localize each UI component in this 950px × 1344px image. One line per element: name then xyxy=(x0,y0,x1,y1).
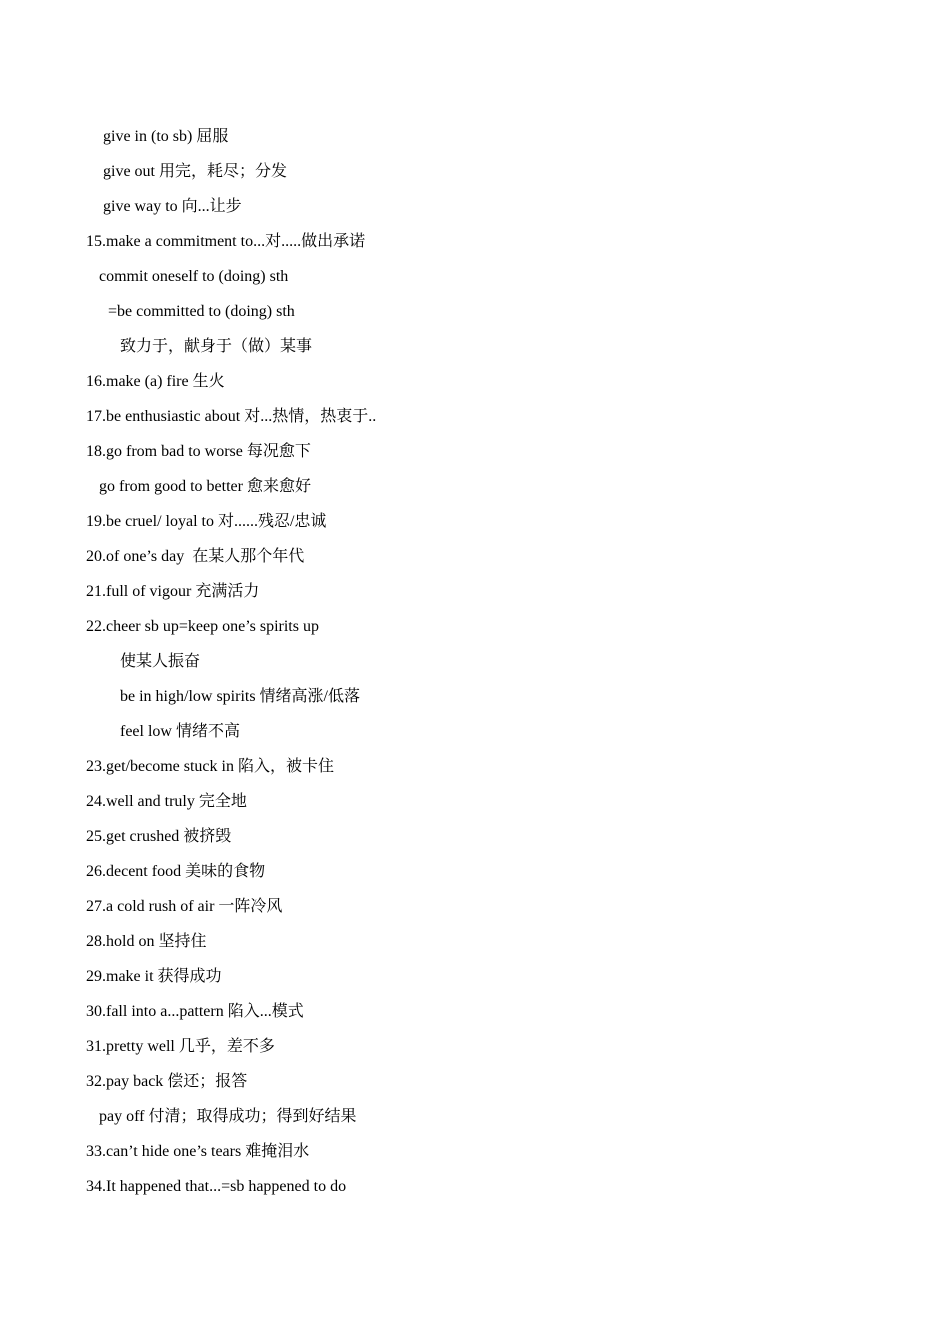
phrase-line: 27.a cold rush of air 一阵冷风 xyxy=(86,898,283,915)
phrase-line: 20.of one’s day 在某人那个年代 xyxy=(86,548,305,565)
phrase-line: =be committed to (doing) sth xyxy=(108,303,295,320)
phrase-line: 18.go from bad to worse 每况愈下 xyxy=(86,443,311,460)
phrase-line: 15.make a commitment to...对.....做出承诺 xyxy=(86,233,366,250)
phrase-line: be in high/low spirits 情绪高涨/低落 xyxy=(120,688,361,705)
phrase-line: 19.be cruel/ loyal to 对......残忍/忠诚 xyxy=(86,513,327,530)
phrase-line: 29.make it 获得成功 xyxy=(86,968,222,985)
phrase-line: 28.hold on 坚持住 xyxy=(86,933,207,950)
phrase-line: 17.be enthusiastic about 对...热情，热衷于.. xyxy=(86,408,377,425)
phrase-line: 使某人振奋 xyxy=(120,653,201,670)
phrase-line: 22.cheer sb up=keep one’s spirits up xyxy=(86,618,319,635)
phrase-line: pay off 付清；取得成功；得到好结果 xyxy=(99,1108,357,1125)
phrase-line: give way to 向...让步 xyxy=(103,198,242,215)
phrase-line: commit oneself to (doing) sth xyxy=(99,268,289,285)
phrase-line: 16.make (a) fire 生火 xyxy=(86,373,225,390)
phrase-line: 25.get crushed 被挤毁 xyxy=(86,828,232,845)
phrase-line: 33.can’t hide one’s tears 难掩泪水 xyxy=(86,1143,310,1160)
phrase-line: 30.fall into a...pattern 陷入...模式 xyxy=(86,1003,304,1020)
phrase-line: 23.get/become stuck in 陷入，被卡住 xyxy=(86,758,334,775)
phrase-line: 32.pay back 偿还；报答 xyxy=(86,1073,248,1090)
phrase-line: 26.decent food 美味的食物 xyxy=(86,863,266,880)
phrase-line: 34.It happened that...=sb happened to do xyxy=(86,1178,347,1195)
phrase-line: go from good to better 愈来愈好 xyxy=(99,478,311,495)
phrase-line: 致力于，献身于（做）某事 xyxy=(120,338,313,355)
phrase-list xyxy=(86,124,910,1209)
phrase-line: 24.well and truly 完全地 xyxy=(86,793,247,810)
phrase-line: give out 用完，耗尽；分发 xyxy=(103,163,287,180)
phrase-line: 31.pretty well 几乎，差不多 xyxy=(86,1038,275,1055)
phrase-line: give in (to sb) 屈服 xyxy=(103,128,229,145)
phrase-line: feel low 情绪不高 xyxy=(120,723,240,740)
phrase-line: 21.full of vigour 充满活力 xyxy=(86,583,260,600)
